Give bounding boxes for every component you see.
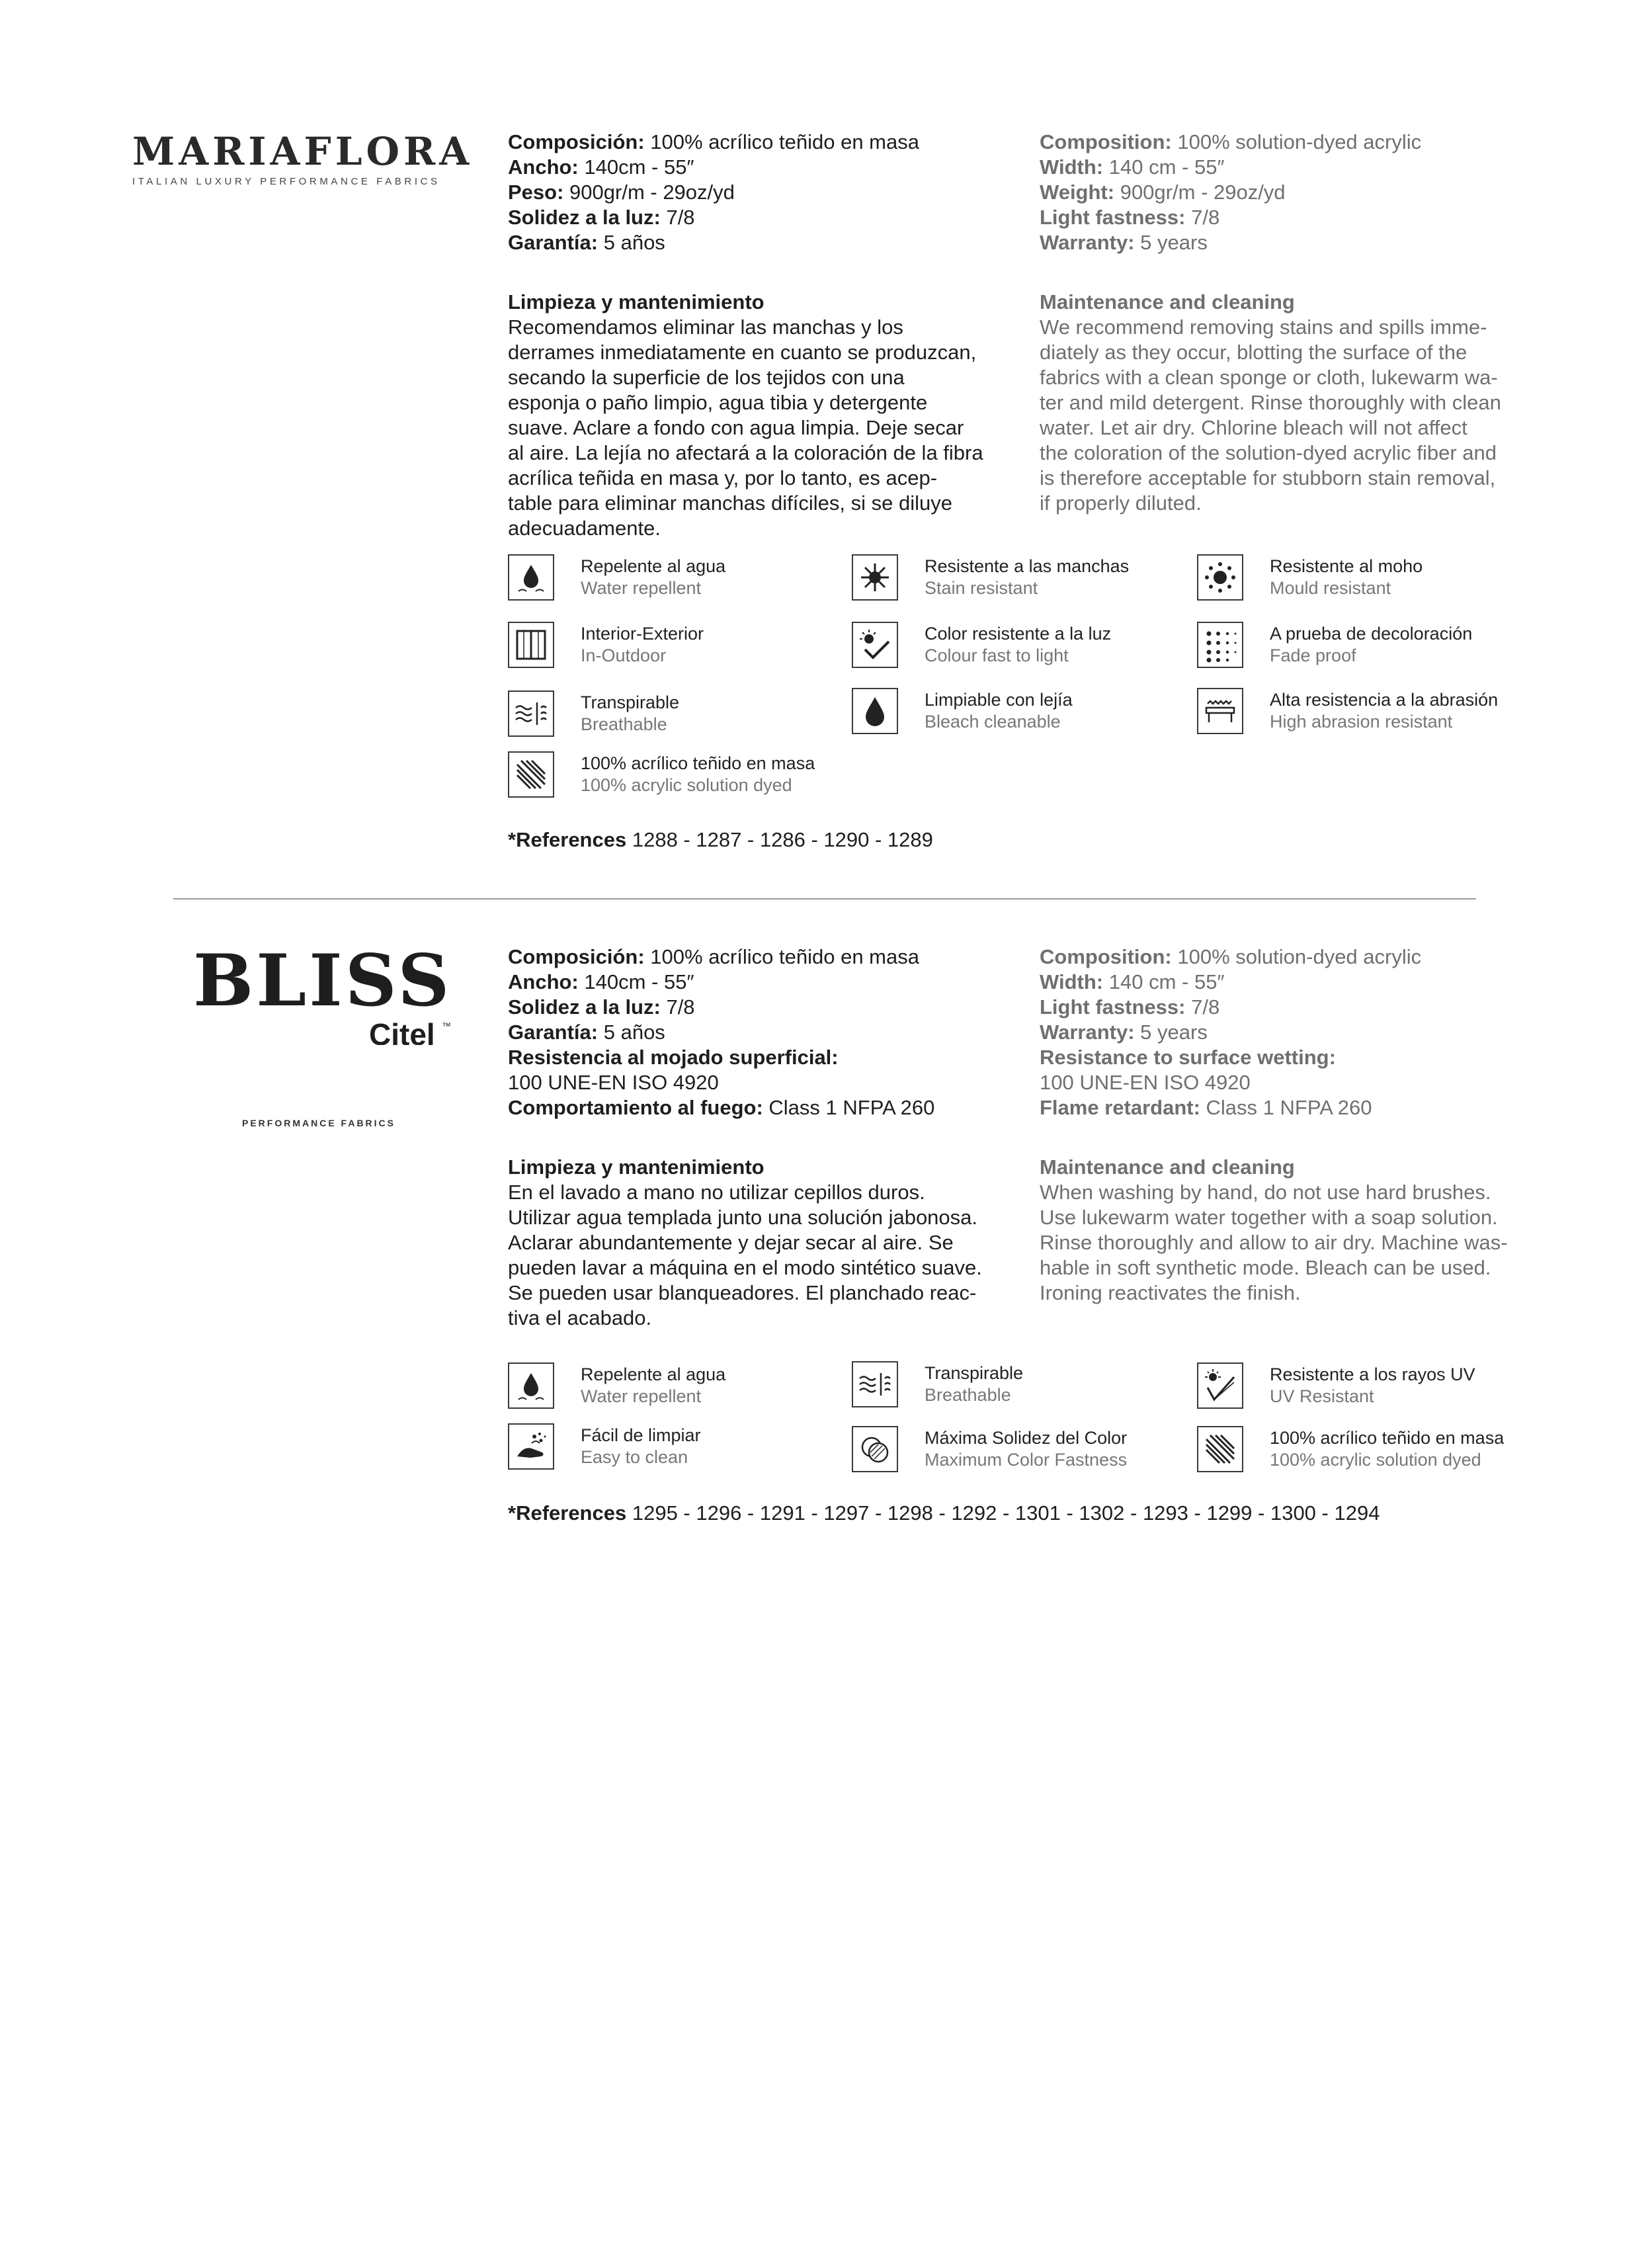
bleach-drop-icon [852, 688, 898, 734]
spec-label: Width: [1040, 155, 1104, 179]
feature-label-es: Alta resistencia a la abrasión [1270, 690, 1499, 710]
spec-label: Comportamiento al fuego: [508, 1096, 763, 1119]
spec-row [508, 995, 1004, 1020]
spec-label: Composition: [1040, 130, 1172, 153]
solution-dyed-fiber-icon [508, 751, 554, 798]
spec-label: Garantía: [508, 1021, 599, 1044]
feature-label-en: In-Outdoor [581, 646, 667, 665]
spec-label: Light fastness: [1040, 206, 1186, 229]
spec-value: 5 years [1140, 231, 1208, 254]
feature-item [852, 688, 1073, 734]
spec-label: Width: [1040, 970, 1104, 993]
feature-item [852, 622, 1111, 668]
feature-label-es: Repelente al agua [581, 1364, 726, 1384]
mariaflora-logo-tagline: ITALIAN LUXURY PERFORMANCE FABRICS [132, 176, 440, 187]
spec-label: Light fastness: [1040, 995, 1186, 1019]
spec-value: 7/8 [666, 206, 695, 229]
care-line: suave. Aclare a fondo con agua limpia. Deje secar [508, 416, 964, 439]
feature-label-en: Colour fast to light [925, 646, 1069, 665]
spec-row [1040, 130, 1536, 155]
feature-label-en: UV Resistant [1270, 1386, 1374, 1406]
care-line: Se pueden usar blanqueadores. El planchado reac- [508, 1281, 977, 1304]
spec-row [508, 1095, 1004, 1120]
mariaflora-specs-en [1040, 130, 1536, 516]
feature-label-es: Resistente al moho [1270, 556, 1423, 576]
spec-value: Class 1 NFPA 260 [768, 1096, 935, 1119]
care-line: Rinse thoroughly and allow to air dry. Machine was- [1040, 1231, 1508, 1254]
care-line: water. Let air dry. Chlorine bleach will not affect [1040, 416, 1467, 439]
feature-label-en: Maximum Color Fastness [925, 1450, 1128, 1470]
spec-value: 100% solution-dyed acrylic [1177, 945, 1422, 968]
water-drop-icon [508, 554, 554, 601]
care-title: Maintenance and cleaning [1040, 1155, 1295, 1179]
feature-label-en: Mould resistant [1270, 578, 1391, 598]
care-line: Aclarar abundantemente y dejar secar al aire. Se [508, 1231, 954, 1254]
mariaflora-specs-es [508, 130, 1004, 541]
care-line: Utilizar agua templada junto una solución jabonosa. [508, 1206, 978, 1229]
feature-item [1197, 1426, 1504, 1472]
bliss-logo [192, 939, 470, 1128]
feature-item [1197, 1362, 1475, 1409]
feature-item [508, 751, 815, 798]
spec-value: 5 años [603, 231, 665, 254]
spec-label: Resistance to surface wetting: [1040, 1046, 1336, 1069]
spec-label: Ancho: [508, 155, 579, 179]
care-line: fabrics with a clean sponge or cloth, lukewarm wa- [1040, 366, 1498, 389]
spec-value: Class 1 NFPA 260 [1206, 1096, 1372, 1119]
care-line: secando la superficie de los tejidos con una [508, 366, 905, 389]
care-line: al aire. La lejía no afectará a la coloración de la fibra [508, 441, 983, 464]
spec-row [508, 205, 1004, 230]
care-line: if properly diluted. [1040, 491, 1202, 515]
feature-label-en: Easy to clean [581, 1447, 688, 1467]
bliss-logo-name: BLISS [193, 939, 452, 1023]
spec-row [1040, 230, 1536, 255]
care-line: Use lukewarm water together with a soap solution. [1040, 1206, 1498, 1229]
bliss-logo-tagline: PERFORMANCE FABRICS [242, 1118, 396, 1128]
spec-label: Composición: [508, 130, 645, 153]
spec-row [508, 155, 1004, 180]
feature-label-es: A prueba de decoloración [1270, 624, 1473, 644]
feature-item [1197, 554, 1423, 601]
care-title: Limpieza y mantenimiento [508, 290, 764, 314]
mould-spore-icon [1197, 554, 1243, 601]
feature-item [852, 1426, 1127, 1472]
spec-row [1040, 1020, 1536, 1045]
spec-label: Peso: [508, 181, 564, 204]
care-line: Ironing reactivates the finish. [1040, 1281, 1301, 1304]
feature-item [508, 554, 725, 601]
feature-label-es: 100% acrílico teñido en masa [1270, 1428, 1505, 1448]
bliss-references [508, 1501, 1380, 1525]
spec-value: 140 cm - 55″ [1108, 970, 1225, 993]
mariaflora-logo [132, 129, 474, 187]
feature-label-es: Máxima Solidez del Color [925, 1428, 1128, 1448]
feature-label-es: Resistente a los rayos UV [1270, 1364, 1475, 1384]
abrasion-bench-icon [1197, 688, 1243, 734]
spec-value: 900gr/m - 29oz/yd [569, 181, 735, 204]
spec-row [1040, 180, 1536, 205]
feature-item [508, 1423, 701, 1470]
spec-value: 140 cm - 55″ [1108, 155, 1225, 179]
color-fastness-icon [852, 1426, 898, 1472]
care-line: hable in soft synthetic mode. Bleach can be used. [1040, 1256, 1491, 1279]
spec-value: 100% acrílico teñido en masa [650, 945, 919, 968]
care-line: acrílica teñida en masa y, por lo tanto, es acep- [508, 466, 938, 489]
spec-row [1040, 1095, 1536, 1120]
spec-label: Weight: [1040, 181, 1115, 204]
spec-label: Ancho: [508, 970, 579, 993]
spec-value: 5 years [1140, 1021, 1208, 1044]
spec-row [508, 230, 1004, 255]
care-line: derrames inmediatamente en cuanto se produzcan, [508, 341, 977, 364]
feature-item [508, 691, 679, 737]
spec-row [508, 1070, 1004, 1095]
spec-value: 140cm - 55″ [584, 155, 694, 179]
references-label: *References [508, 828, 627, 851]
spec-row [508, 1020, 1004, 1045]
feature-item [852, 1361, 1023, 1407]
mariaflora-logo-name: MARIAFLORA [132, 129, 474, 174]
uv-sun-icon [1197, 1362, 1243, 1409]
feature-item [1197, 688, 1498, 734]
feature-item [852, 554, 1129, 601]
care-line: We recommend removing stains and spills imme- [1040, 315, 1487, 339]
feature-label-en: Breathable [925, 1385, 1011, 1405]
window-frame-icon [508, 622, 554, 668]
breathable-waves-icon [508, 691, 554, 737]
feature-label-es: Fácil de limpiar [581, 1425, 701, 1445]
feature-label-en: High abrasion resistant [1270, 712, 1453, 732]
feature-label-en: 100% acrylic solution dyed [581, 775, 792, 795]
spec-row [508, 944, 1004, 970]
spec-label: Solidez a la luz: [508, 206, 661, 229]
bliss-specs-en [1040, 944, 1536, 1306]
spec-value: 100 UNE-EN ISO 4920 [508, 1071, 719, 1094]
spec-row [508, 1045, 1004, 1070]
easy-clean-hand-icon [508, 1423, 554, 1470]
feature-label-es: Transpirable [925, 1363, 1024, 1383]
spec-label: Resistencia al mojado superficial: [508, 1046, 839, 1069]
feature-label-es: Repelente al agua [581, 556, 726, 576]
feature-label-en: Water repellent [581, 578, 702, 598]
sun-check-icon [852, 622, 898, 668]
stain-splash-icon [852, 554, 898, 601]
care-title: Maintenance and cleaning [1040, 290, 1295, 314]
spec-label: Warranty: [1040, 1021, 1135, 1044]
dots-fade-icon [1197, 622, 1243, 668]
feature-label-en: Water repellent [581, 1386, 702, 1406]
feature-label-en: Bleach cleanable [925, 712, 1061, 732]
spec-value: 7/8 [1191, 206, 1220, 229]
spec-row [1040, 995, 1536, 1020]
spec-row [1040, 155, 1536, 180]
care-title: Limpieza y mantenimiento [508, 1155, 764, 1179]
spec-value: 100% solution-dyed acrylic [1177, 130, 1422, 153]
breathable-waves-icon [852, 1361, 898, 1407]
care-line: adecuadamente. [508, 517, 661, 540]
citel-trademark: ™ [442, 1021, 451, 1031]
feature-label-es: Interior-Exterior [581, 624, 704, 644]
feature-label-es: Resistente a las manchas [925, 556, 1130, 576]
feature-item [508, 1362, 725, 1409]
spec-value: 100 UNE-EN ISO 4920 [1040, 1071, 1251, 1094]
spec-row [508, 130, 1004, 155]
spec-row [1040, 1045, 1536, 1070]
care-line: esponja o paño limpio, agua tibia y detergente [508, 391, 928, 414]
feature-label-en: Breathable [581, 714, 667, 734]
spec-label: Composition: [1040, 945, 1172, 968]
feature-label-en: Stain resistant [925, 578, 1038, 598]
care-line: En el lavado a mano no utilizar cepillos duros. [508, 1181, 925, 1204]
solution-dyed-fiber-icon [1197, 1426, 1243, 1472]
spec-value: 7/8 [666, 995, 695, 1019]
spec-value: 140cm - 55″ [584, 970, 694, 993]
spec-label: Solidez a la luz: [508, 995, 661, 1019]
care-line: When washing by hand, do not use hard brushes. [1040, 1181, 1491, 1204]
spec-value: 900gr/m - 29oz/yd [1120, 181, 1286, 204]
spec-label: Garantía: [508, 231, 599, 254]
spec-label: Composición: [508, 945, 645, 968]
feature-label-es: Limpiable con lejía [925, 690, 1073, 710]
spec-row [508, 180, 1004, 205]
feature-label-en: 100% acrylic solution dyed [1270, 1450, 1481, 1470]
section-divider [173, 898, 1476, 900]
mariaflora-references [508, 828, 933, 852]
care-line: Recomendamos eliminar las manchas y los [508, 315, 903, 339]
feature-label-en: Fade proof [1270, 646, 1356, 665]
spec-row [508, 970, 1004, 995]
references-value: 1288 - 1287 - 1286 - 1290 - 1289 [632, 828, 933, 851]
care-line: tiva el acabado. [508, 1306, 652, 1329]
spec-label: Flame retardant: [1040, 1096, 1200, 1119]
care-line: is therefore acceptable for stubborn stain removal, [1040, 466, 1496, 489]
feature-label-es: 100% acrílico teñido en masa [581, 753, 815, 773]
care-line: ter and mild detergent. Rinse thoroughly with clean [1040, 391, 1501, 414]
spec-row [1040, 970, 1536, 995]
spec-value: 5 años [603, 1021, 665, 1044]
feature-item [508, 622, 704, 668]
water-drop-icon [508, 1362, 554, 1409]
bliss-wordmark [192, 939, 470, 1045]
feature-label-es: Transpirable [581, 692, 680, 712]
care-line: pueden lavar a máquina en el modo sintético suave. [508, 1256, 982, 1279]
spec-row [1040, 205, 1536, 230]
care-line: diately as they occur, blotting the surface of the [1040, 341, 1467, 364]
bliss-specs-es [508, 944, 1004, 1331]
references-label: *References [508, 1501, 627, 1525]
spec-value: 100% acrílico teñido en masa [650, 130, 919, 153]
spec-row [1040, 944, 1536, 970]
care-line: the coloration of the solution-dyed acrylic fiber and [1040, 441, 1497, 464]
citel-logo-name: Citel [369, 1017, 435, 1045]
care-line: table para eliminar manchas difíciles, si se diluye [508, 491, 952, 515]
references-value: 1295 - 1296 - 1291 - 1297 - 1298 - 1292 - 1301 - 1302 - 1293 - 1299 - 1300 - 1294 [632, 1501, 1380, 1525]
spec-label: Warranty: [1040, 231, 1135, 254]
spec-value: 7/8 [1191, 995, 1220, 1019]
feature-item [1197, 622, 1472, 668]
spec-row [1040, 1070, 1536, 1095]
feature-label-es: Color resistente a la luz [925, 624, 1112, 644]
